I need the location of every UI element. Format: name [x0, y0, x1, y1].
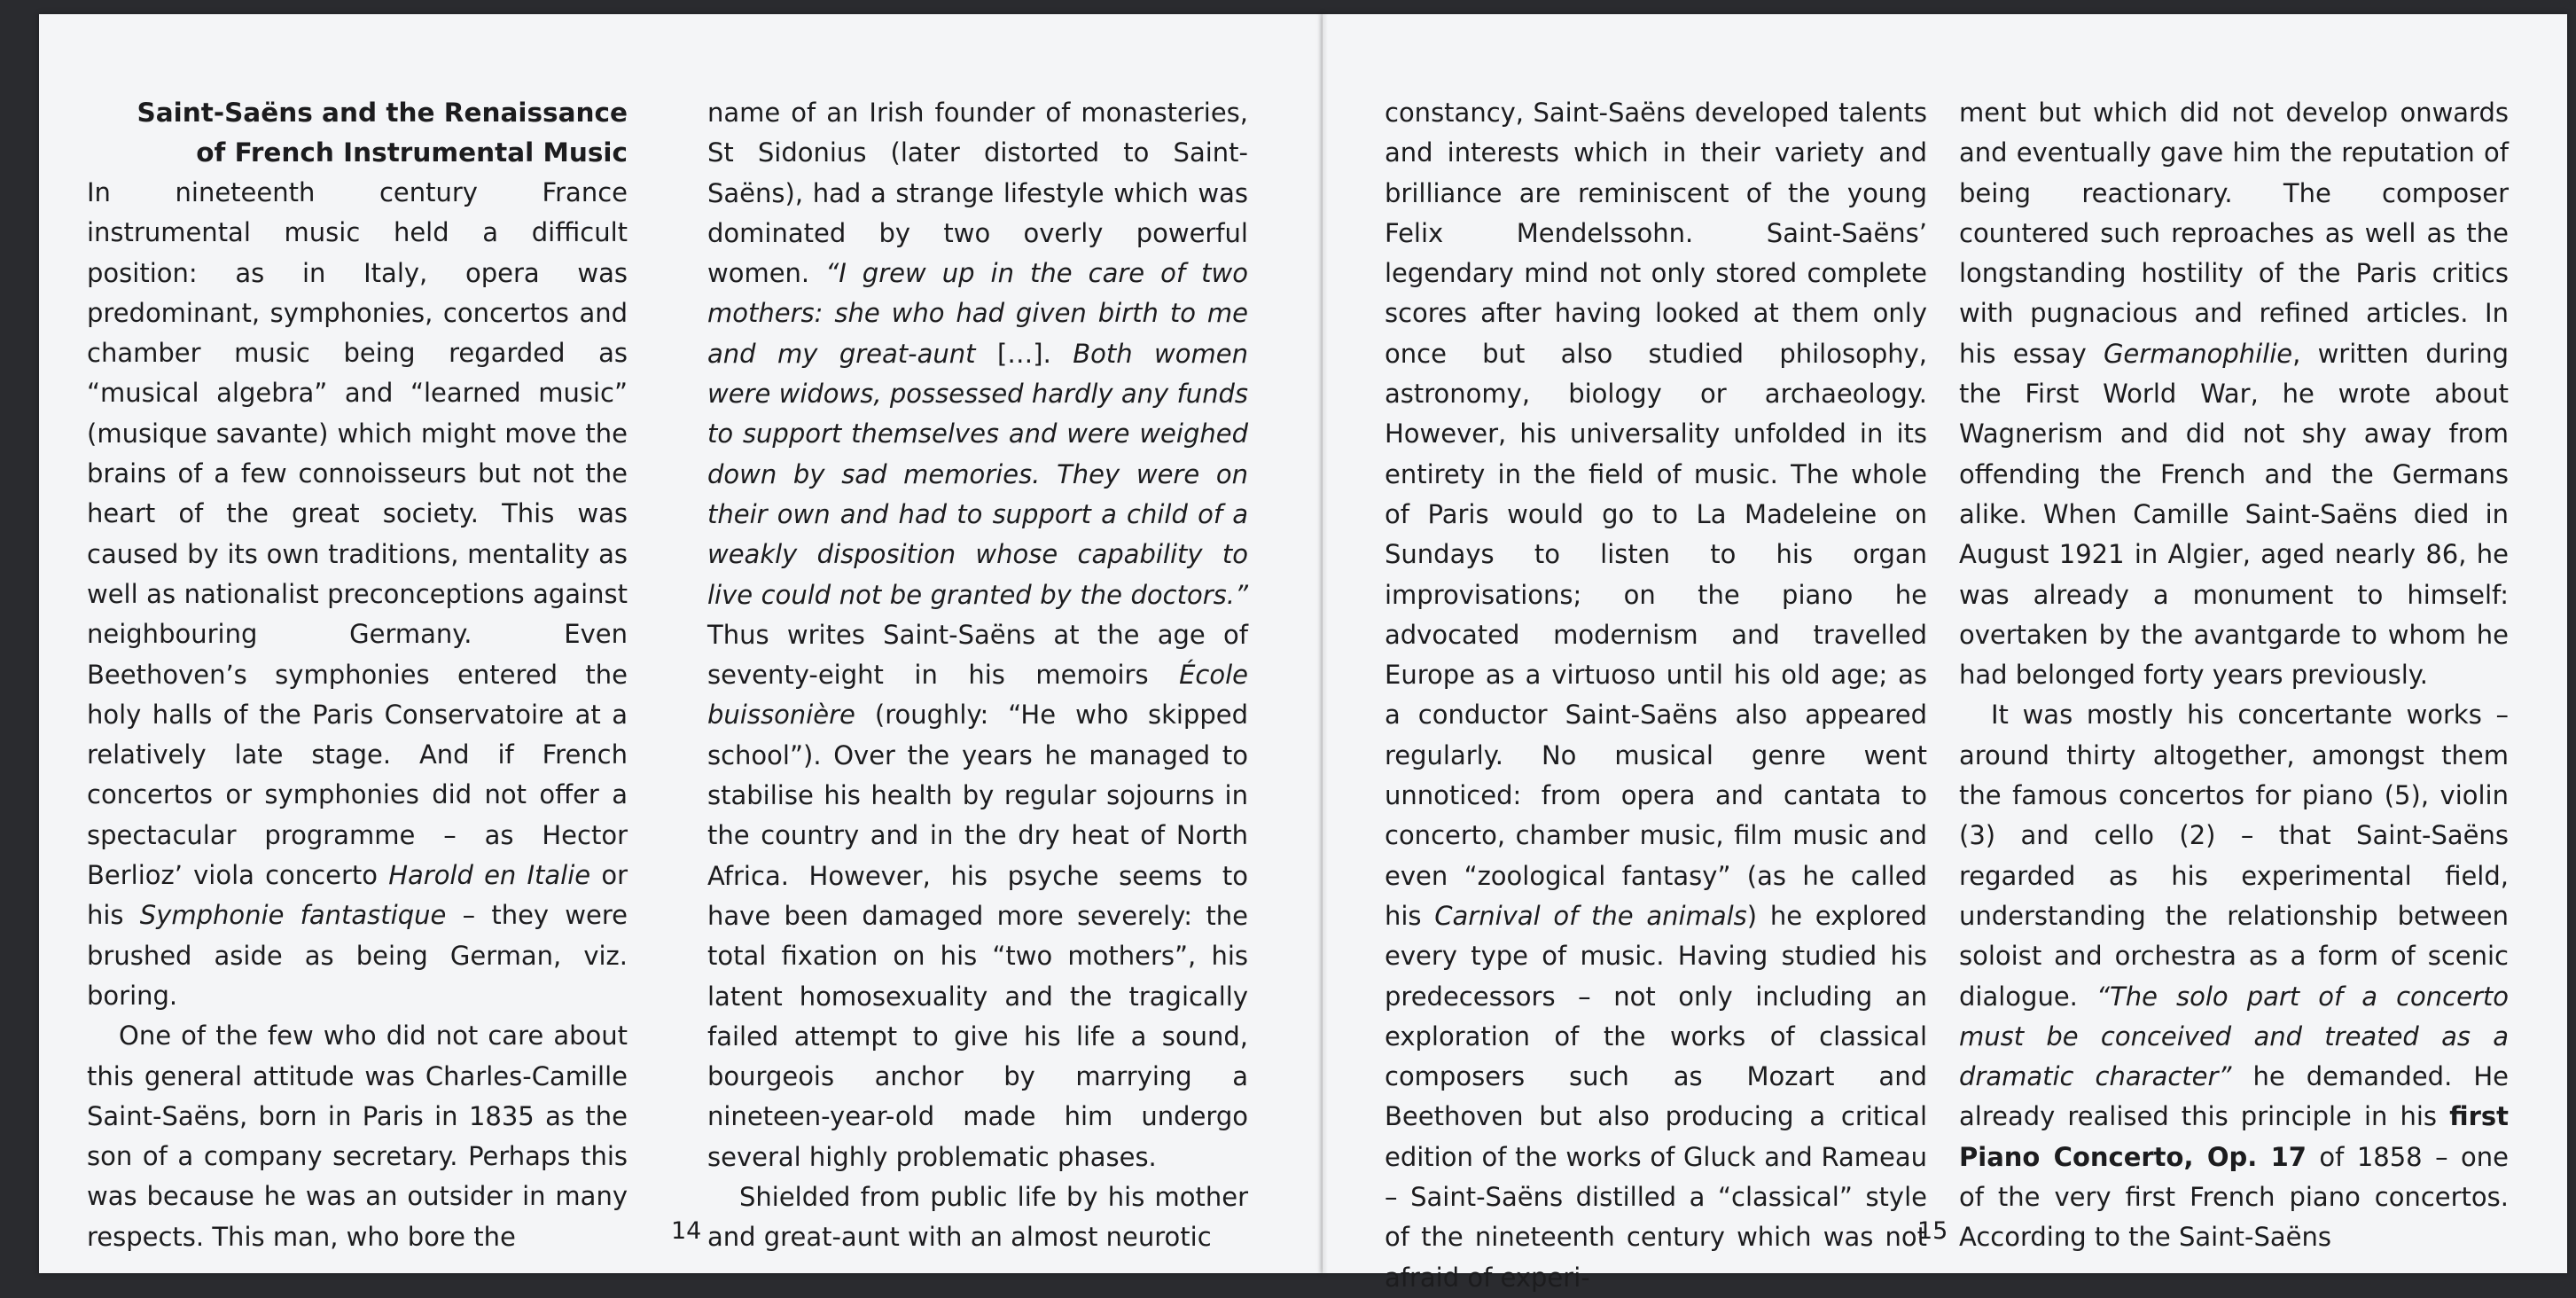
book-spine	[1317, 14, 1328, 1273]
paragraph: name of an Irish founder of monasteries, St Sidonius (later distorted to Saint-Saëns), had a strange lifestyle which was dominated by two overly powerful women. “I grew up in the care of two mothers: she who had given birth to me and my great-aunt […]. Both women were widows, possessed hardly any funds to support themselves and were weighed down by sad memories. They were on their own and had to support a child of a weakly disposition whose capability to live could not be granted by the doctors.” Thus writes Saint-Saëns at the age of seventy-eight in his memoirs École buissonière (roughly: “He who skipped school”). Over the years he managed to stabilise his health by regular sojourns in the country and in the dry heat of North Africa. However, his psyche seems to have been damaged more severely: the total fixation on his “two mothers”, his latent homosexuality and the tragically failed attempt to give his life a sound, bourgeois anchor by marrying a nineteen-year-old made him undergo several highly problematic phases.	[707, 98, 1248, 1172]
paragraph: In nineteenth century France instrumental music held a difficult position: as in Italy, opera was predominant, symphonies, concertos and chamber music being regarded as “musical algebra” and “learned music” (musique savante) which might move the brains of a few connoisseurs but not the heart of the great society. This was caused by its own traditions, mentality as well as nationalist preconceptions against neighbouring Germany. Even Beethoven’s symphonies entered the holy halls of the Paris Conservatoire at a relatively late stage. And if French concertos or symphonies did not offer a spectacular programme – as Hector Berlioz’ viola concerto Harold en Italie or his Symphonie fantastique – they were brushed aside as being German, viz. boring.	[87, 177, 628, 1011]
section-heading	[87, 93, 628, 173]
paragraph: constancy, Saint-Saëns developed talents and interests which in their variety and brilliance are reminiscent of the young Felix Mendelssohn. Saint-Saëns’ legendary mind not only stored complete scores after having looked at them only once but also studied philosophy, astronomy, biology or archaeology. However, his universality unfolded in its entirety in the field of music. The whole of Paris would go to La Madeleine on Sundays to listen to his organ improvisations; on the piano he advocated modernism and travelled Europe as a virtuoso until his old age; as a conductor Saint-Saëns also appeared regularly. No musical genre went unnoticed: from opera and cantata to concerto, chamber music, film music and even “zoological fantasy” (as he called his Carnival of the animals) he explored every type of music. Having studied his predecessors – not only including an exploration of the works of classical composers such as Mozart and Beethoven but also producing a critical edition of the works of Gluck and Rameau – Saint-Saëns distilled a “classical” style of the nineteenth century which was not afraid of experi-	[1385, 98, 1928, 1293]
paragraph: One of the few who did not care about this general attitude was Charles-Camille Saint-Saëns, born in Paris in 1835 as the son of a company secretary. Perhaps this was because he was an outsider in many respects. This man, who bore the	[87, 1020, 628, 1252]
left-page-column-2	[707, 93, 1248, 1258]
right-page-column-2	[1959, 93, 2509, 1258]
heading-line-1: Saint-Saëns and the Renaissance	[137, 98, 628, 128]
paragraph: Shielded from public life by his mother and great-aunt with an almost neurotic	[707, 1182, 1248, 1253]
left-page-column-1	[87, 93, 628, 1257]
page-number-left: 14	[671, 1217, 702, 1245]
paragraph: It was mostly his concertante works – around thirty altogether, amongst them the famous concertos for piano (5), violin (3) and cello (2) – that Saint-Saëns regarded as his experimental field, understanding the relationship between soloist and orchestra as a form of scenic dialogue. “The solo part of a concerto must be conceived and treated as a dramatic character” he demanded. He already realised this principle in his first Piano Concerto, Op. 17 of 1858 – one of the very first French piano concertos. According to the Saint-Saëns	[1959, 700, 2510, 1253]
page-number-right: 15	[1917, 1217, 1948, 1245]
paragraph: ment but which did not develop onwards and eventually gave him the reputation of being reactionary. The composer countered such reproaches as well as the longstanding hostility of the Paris critics with pugnacious and refined articles. In his essay Germanophilie, written during the First World War, he wrote about Wagnerism and did not shy away from offending the French and the Germans alike. When Camille Saint-Saëns died in August 1921 in Algier, aged nearly 86, he was already a monument to himself: overtaken by the avantgarde to whom he had belonged forty years previously.	[1959, 98, 2509, 691]
heading-line-2: of French Instrumental Music	[196, 137, 628, 168]
right-page-column-1	[1385, 93, 1927, 1298]
